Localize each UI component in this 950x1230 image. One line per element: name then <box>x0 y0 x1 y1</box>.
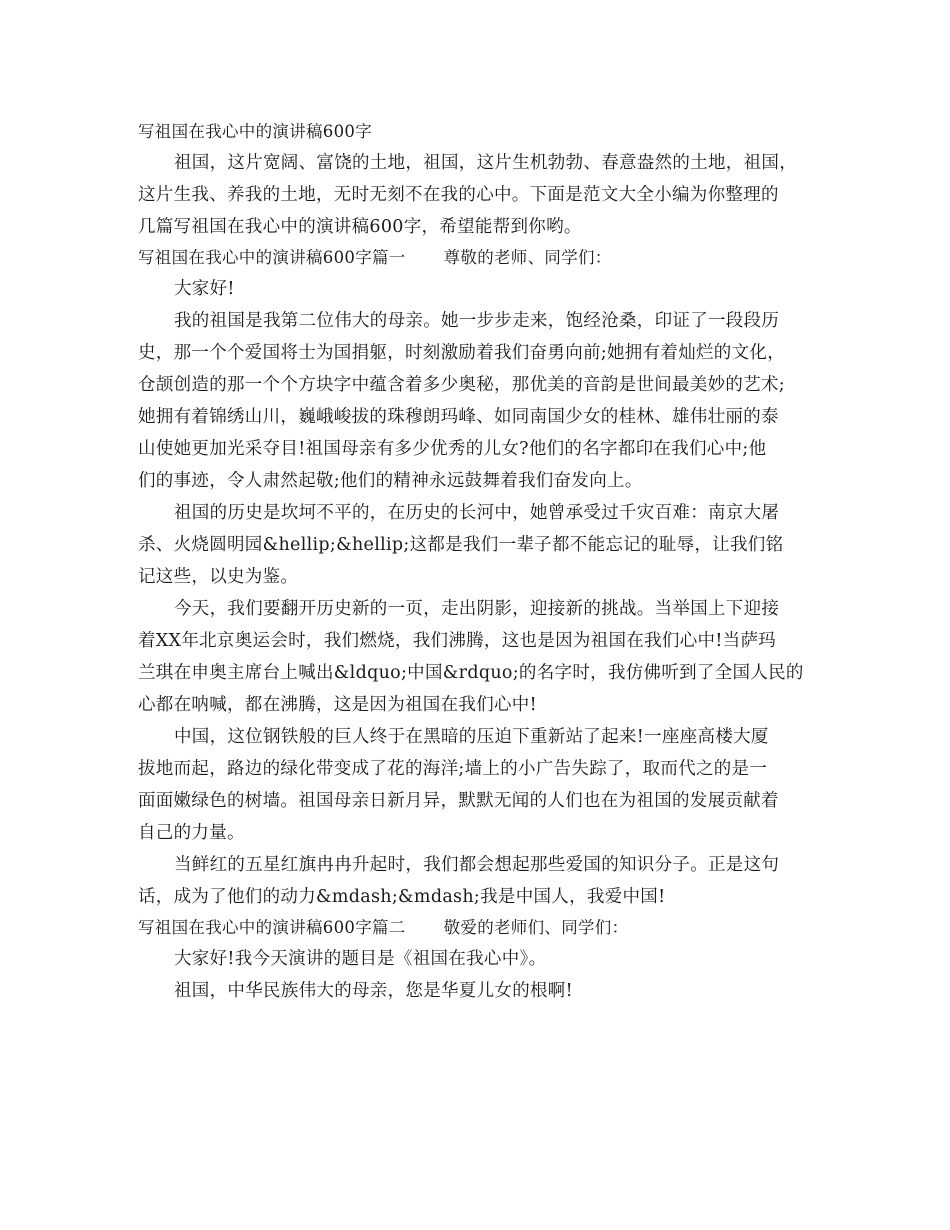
s1-p1-line-5: 山使她更加光采夺目!祖国母亲有多少优秀的儿女?他们的名字都印在我们心中;他 <box>138 439 767 459</box>
section1-heading-row <box>138 243 838 273</box>
section2-heading: 写祖国在我心中的演讲稿600字篇二 <box>138 918 406 937</box>
s1-p3-line-3: 兰琪在申奥主席台上喊出&ldquo;中国&rdquo;的名字时，我仿佛听到了全国人民的 <box>138 663 804 683</box>
section1-greeting: 大家好! <box>174 279 235 299</box>
document-title: 写祖国在我心中的演讲稿600字 <box>138 122 372 141</box>
s2-p1: 大家好!我今天演讲的题目是《祖国在我心中》。 <box>174 949 547 969</box>
s1-p5-line-2: 话，成为了他们的动力&mdash;&mdash;我是中国人，我爱中国! <box>138 887 666 907</box>
intro-line-1: 祖国，这片宽阔、富饶的土地，祖国，这片生机勃勃、春意盎然的土地，祖国， <box>174 153 797 173</box>
document-page <box>138 117 838 1007</box>
s1-p1-line-4: 她拥有着锦绣山川，巍峨峻拔的珠穆朗玛峰、如同南国少女的桂林、雄伟壮丽的泰 <box>138 407 779 427</box>
s1-p1-line-3: 仓颉创造的那一个个方块字中蕴含着多少奥秘，那优美的音韵是世间最美妙的艺术; <box>138 375 785 395</box>
s1-p2-line-3: 记这些，以史为鉴。 <box>138 567 299 587</box>
s1-p1-line-6: 们的事迹，令人肃然起敬;他们的精神永远鼓舞着我们奋发向上。 <box>138 471 643 491</box>
s2-p2: 祖国，中华民族伟大的母亲，您是华夏儿女的根啊! <box>174 981 573 1001</box>
s1-p4-line-3: 面面嫩绿色的树墙。祖国母亲日新月异，默默无闻的人们也在为祖国的发展贡献着 <box>138 791 779 811</box>
section1-heading: 写祖国在我心中的演讲稿600字篇一 <box>138 248 406 267</box>
s1-p2-line-2: 杀、火烧圆明园&hellip;&hellip;这都是我们一辈子都不能忘记的耻辱，让我们铭 <box>138 535 784 555</box>
s1-p4-line-1: 中国，这位钢铁般的巨人终于在黑暗的压迫下重新站了起来!一座座高楼大厦 <box>174 727 769 747</box>
s1-p1-line-2: 史，那一个个爱国将士为国捐躯，时刻激励着我们奋勇向前;她拥有着灿烂的文化， <box>138 343 785 363</box>
s1-p5-line-1: 当鲜红的五星红旗冉冉升起时，我们都会想起那些爱国的知识分子。正是这句 <box>174 855 780 875</box>
s1-p2-line-1: 祖国的历史是坎坷不平的，在历史的长河中，她曾承受过千灾百难：南京大屠 <box>174 503 780 523</box>
section2-heading-row <box>138 913 838 943</box>
s1-p4-line-4: 自己的力量。 <box>138 823 245 843</box>
section1-salutation: 尊敬的老师、同学们： <box>443 248 612 267</box>
s1-p4-line-2: 拔地而起，路边的绿化带变成了花的海洋;墙上的小广告失踪了，取而代之的是一 <box>138 759 768 779</box>
intro-line-2: 这片生我、养我的土地，无时无刻不在我的心中。下面是范文大全小编为你整理的 <box>138 185 779 205</box>
s1-p3-line-1: 今天，我们要翻开历史新的一页，走出阴影，迎接新的挑战。当举国上下迎接 <box>174 599 780 619</box>
s1-p3-line-4: 心都在呐喊，都在沸腾，这是因为祖国在我们心中! <box>138 695 537 715</box>
s1-p1-line-1: 我的祖国是我第二位伟大的母亲。她一步步走来，饱经沧桑，印证了一段段历 <box>174 311 780 331</box>
intro-line-3: 几篇写祖国在我心中的演讲稿600字，希望能帮到你哟。 <box>138 217 582 237</box>
s1-p3-line-2: 着XX年北京奥运会时，我们燃烧，我们沸腾，这也是因为祖国在我们心中!当萨玛 <box>138 631 777 651</box>
section2-salutation: 敬爱的老师们、同学们： <box>443 918 629 937</box>
